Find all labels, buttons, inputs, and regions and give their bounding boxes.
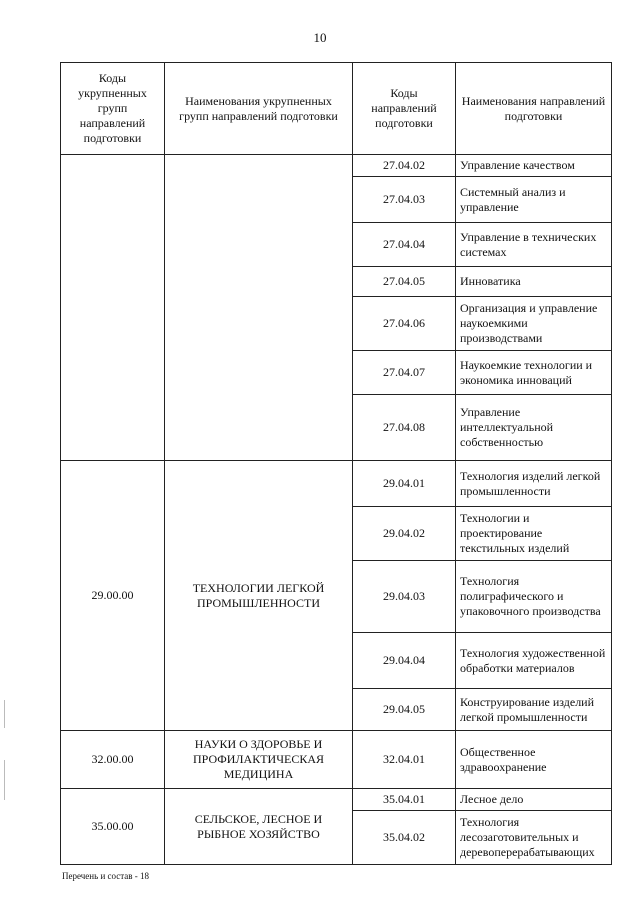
direction-code-cell: 29.04.04 [353, 633, 456, 689]
header-direction-name: Наименования направлений подготовки [456, 63, 612, 155]
direction-name-cell: Наукоемкие технологии и экономика инноваций [456, 351, 612, 395]
direction-name-cell: Технология лесозаготовительных и деревоперерабатывающих [456, 811, 612, 865]
direction-name-cell: Управление качеством [456, 155, 612, 177]
direction-code-cell: 29.04.01 [353, 461, 456, 507]
group-code-cell: 35.00.00 [61, 789, 165, 865]
table-row [61, 789, 612, 811]
direction-code-cell: 35.04.01 [353, 789, 456, 811]
direction-name-cell: Общественное здравоохранение [456, 731, 612, 789]
table-row [61, 731, 612, 789]
page-number: 10 [313, 30, 327, 45]
table-header-row [61, 63, 612, 155]
direction-code-cell: 29.04.05 [353, 689, 456, 731]
table-body [61, 155, 612, 865]
direction-name-cell: Технология полиграфического и упаковочного производства [456, 561, 612, 633]
group-code-cell [61, 155, 165, 461]
header-direction-code: Коды направлений подготовки [353, 63, 456, 155]
group-name-cell: СЕЛЬСКОЕ, ЛЕСНОЕ И РЫБНОЕ ХОЗЯЙСТВО [165, 789, 353, 865]
direction-name-cell: Лесное дело [456, 789, 612, 811]
direction-code-cell: 27.04.05 [353, 267, 456, 297]
direction-code-cell: 27.04.02 [353, 155, 456, 177]
directions-table [60, 62, 612, 865]
scan-edge-mark [4, 760, 5, 800]
group-name-cell: НАУКИ О ЗДОРОВЬЕ И ПРОФИЛАКТИЧЕСКАЯ МЕДИЦИНА [165, 731, 353, 789]
direction-name-cell: Инноватика [456, 267, 612, 297]
direction-name-cell: Управление интеллектуальной собственностью [456, 395, 612, 461]
direction-name-cell: Технологии и проектирование текстильных изделий [456, 507, 612, 561]
table-row [61, 155, 612, 177]
group-name-cell: ТЕХНОЛОГИИ ЛЕГКОЙ ПРОМЫШЛЕННОСТИ [165, 461, 353, 731]
header-group-code: Коды укрупненных групп направлений подготовки [61, 63, 165, 155]
footer-note: Перечень и состав - 18 [62, 871, 150, 881]
scan-edge-mark [4, 700, 5, 728]
direction-code-cell: 35.04.02 [353, 811, 456, 865]
direction-name-cell: Организация и управление наукоемкими производствами [456, 297, 612, 351]
direction-name-cell: Системный анализ и управление [456, 177, 612, 223]
group-name-cell [165, 155, 353, 461]
direction-code-cell: 32.04.01 [353, 731, 456, 789]
direction-code-cell: 29.04.03 [353, 561, 456, 633]
group-code-cell: 29.00.00 [61, 461, 165, 731]
direction-code-cell: 27.04.07 [353, 351, 456, 395]
group-code-cell: 32.00.00 [61, 731, 165, 789]
direction-code-cell: 27.04.08 [353, 395, 456, 461]
direction-name-cell: Технология изделий легкой промышленности [456, 461, 612, 507]
direction-name-cell: Конструирование изделий легкой промышленности [456, 689, 612, 731]
direction-name-cell: Технология художественной обработки материалов [456, 633, 612, 689]
direction-code-cell: 27.04.03 [353, 177, 456, 223]
direction-code-cell: 27.04.04 [353, 223, 456, 267]
header-group-name: Наименования укрупненных групп направлений подготовки [165, 63, 353, 155]
direction-code-cell: 29.04.02 [353, 507, 456, 561]
direction-code-cell: 27.04.06 [353, 297, 456, 351]
table-row [61, 461, 612, 507]
direction-name-cell: Управление в технических системах [456, 223, 612, 267]
